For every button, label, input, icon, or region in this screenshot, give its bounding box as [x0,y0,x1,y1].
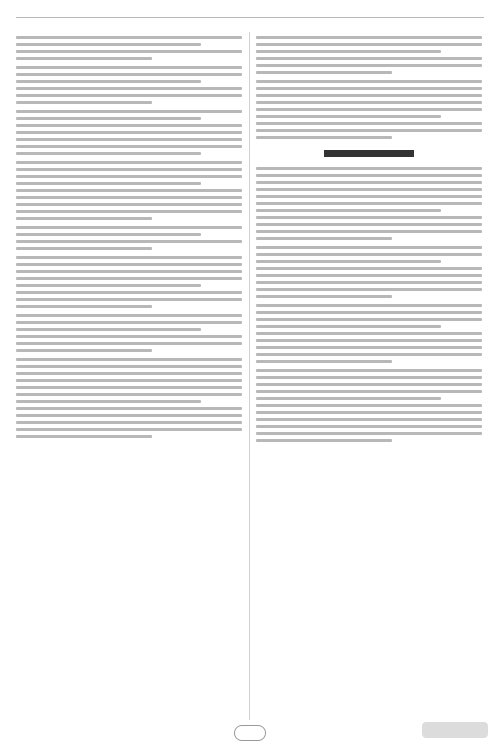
answer-block [16,358,242,438]
answer-block [256,36,482,74]
section-heading [256,145,482,161]
answer-block [16,161,242,220]
answer-block [16,226,242,250]
page-number-badge [234,725,266,741]
right-column [256,32,482,720]
page-header [0,6,500,28]
section-heading-text [324,150,414,157]
left-column [16,32,242,720]
answer-block [16,256,242,308]
answer-block [16,66,242,104]
watermark-icon [420,718,490,742]
answer-block [256,304,482,363]
watermark-logo [420,718,490,742]
answer-block [256,246,482,298]
column-divider [249,32,250,720]
header-rule [16,17,484,18]
answer-block [256,369,482,442]
answer-block [256,167,482,240]
answer-block [256,80,482,139]
answer-block [16,314,242,352]
answer-block [16,36,242,60]
answer-block [16,110,242,155]
